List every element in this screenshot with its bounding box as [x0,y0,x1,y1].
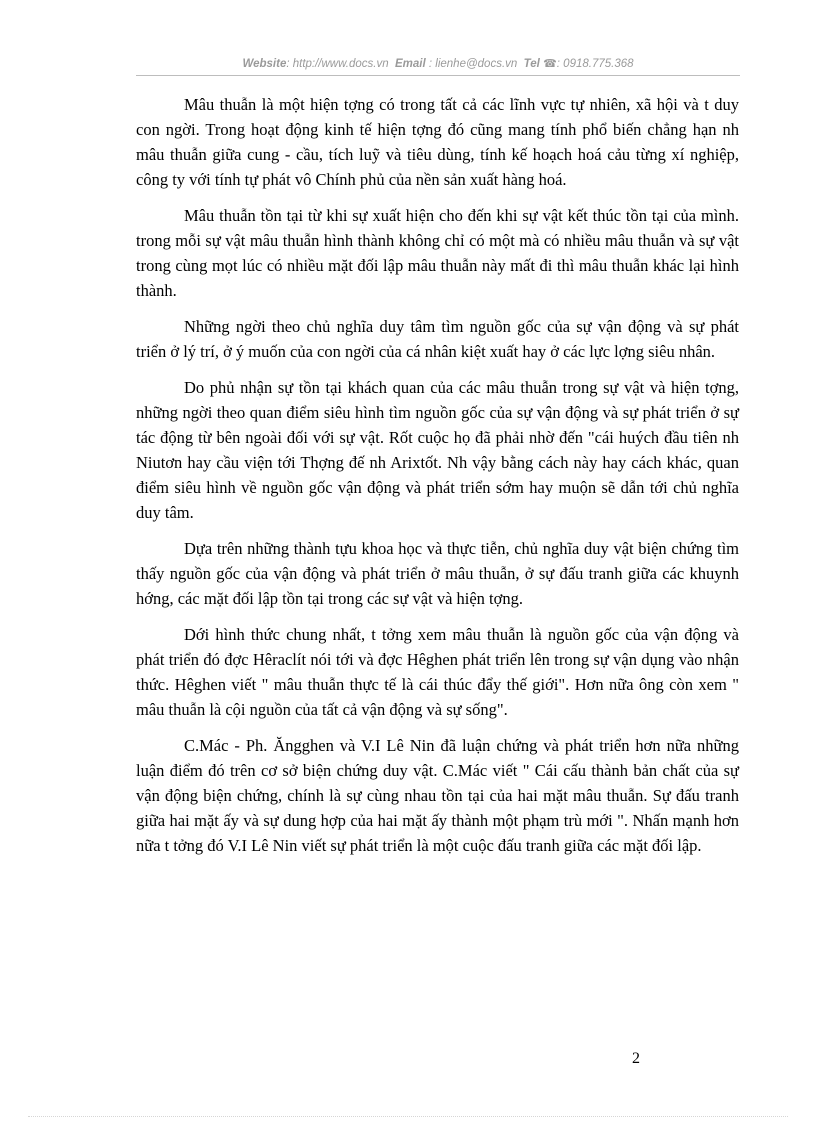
email-label: Email [395,58,426,70]
header-divider [136,75,740,76]
tel-value: : 0918.775.368 [556,58,634,70]
website-value: : http://www.docs.vn [286,58,389,70]
paragraph: Mâu thuẫn tồn tại từ khi sự xuất hiện cho đến khi sự vật kết thúc tồn tại của mình. trong mỗi sự vật mâu thuẫn hình thành không chỉ có một mà có nhiều mâu thuẫn và sự vật trong cùng mọt lúc có nhiều mặt đối lập mâu thuẫn này mất đi thì mâu thuẫn khác lại hình thành. [136,206,739,300]
paragraph: C.Mác - Ph. Ăngghen và V.I Lê Nin đã luận chứng và phát triển hơn nữa những luận điểm đó trên cơ sở biện chứng duy vật. C.Mác viết " Cái cấu thành bản chất của sự vận động biện chứng, chính là sự cùng nhau tồn tại của hai mặt mâu thuẫn. Sự đấu tranh giữa hai mặt ấy và sự dung hợp của hai mặt ấy thành một phạm trù mới ". Nhấn mạnh hơn nữa t tởng đó V.I Lê Nin viết sự phát triển là một cuộc đấu tranh giữa các mặt đối lập. [136,736,739,855]
email-value: : lienhe@docs.vn [428,58,518,70]
paragraph: Dựa trên những thành tựu khoa học và thực tiễn, chủ nghĩa duy vật biện chứng tìm thấy nguồn gốc của vận động và phát triển ở mâu thuẫn, ở sự đấu tranh giữa các khuynh hớng, các mặt đối lập tồn tại trong các sự vật và hiện tợng. [136,539,739,608]
paragraph: Mâu thuẫn là một hiện tợng có trong tất cả các lĩnh vực tự nhiên, xã hội và t duy con ngời. Trong hoạt động kinh tế hiện tợng đó cũng mang tính phổ biến chẳng hạn nh mâu thuẫn giữa cung - cầu, tích luỹ và tiêu dùng, tính kế hoạch hoá cảu từng xí nghiệp, công ty với tính tự phát vô Chính phủ của nền sản xuất hàng hoá. [136,95,739,189]
paragraph: Dới hình thức chung nhất, t tởng xem mâu thuẫn là nguồn gốc của vận động và phát triển đó đợc Hêraclít nói tới và đợc Hêghen phát triển lên trong sự vận dụng vào nhận thức. Hêghen viết " mâu thuẫn thực tế là cái thúc đẩy thế giới". Hơn nữa ông còn xem " mâu thuẫn là cội nguồn của tất cả vận động và sự sống". [136,625,739,719]
document-body [136,92,739,869]
page-number: 2 [632,1050,640,1067]
page-header [136,57,740,70]
paragraph: Những ngời theo chủ nghĩa duy tâm tìm nguồn gốc của sự vận động và sự phát triển ở lý trí, ở ý muốn của con ngời của cá nhân kiệt xuất hay ở các lực lợng siêu nhân. [136,317,739,361]
website-label: Website [242,58,287,70]
footer-divider [28,1116,788,1117]
tel-label: Tel [523,58,540,70]
paragraph: Do phủ nhận sự tồn tại khách quan của các mâu thuẫn trong sự vật và hiện tợng, những ngời theo quan điểm siêu hình tìm nguồn gốc của sự vận động và sự phát triển ở sự tác động từ bên ngoài đối với sự vật. Rốt cuộc họ đã phải nhờ đến "cái huých đầu tiên nh Niutơn hay cầu viện tới Thợng đế nh Arixtốt. Nh vậy bằng cách này hay cách khác, quan điểm siêu hình về nguồn gốc vận động và phát triển sớm hay muộn sẽ dẫn tới chủ nghĩa duy tâm. [136,378,739,522]
phone-icon: ☎ [543,58,557,70]
